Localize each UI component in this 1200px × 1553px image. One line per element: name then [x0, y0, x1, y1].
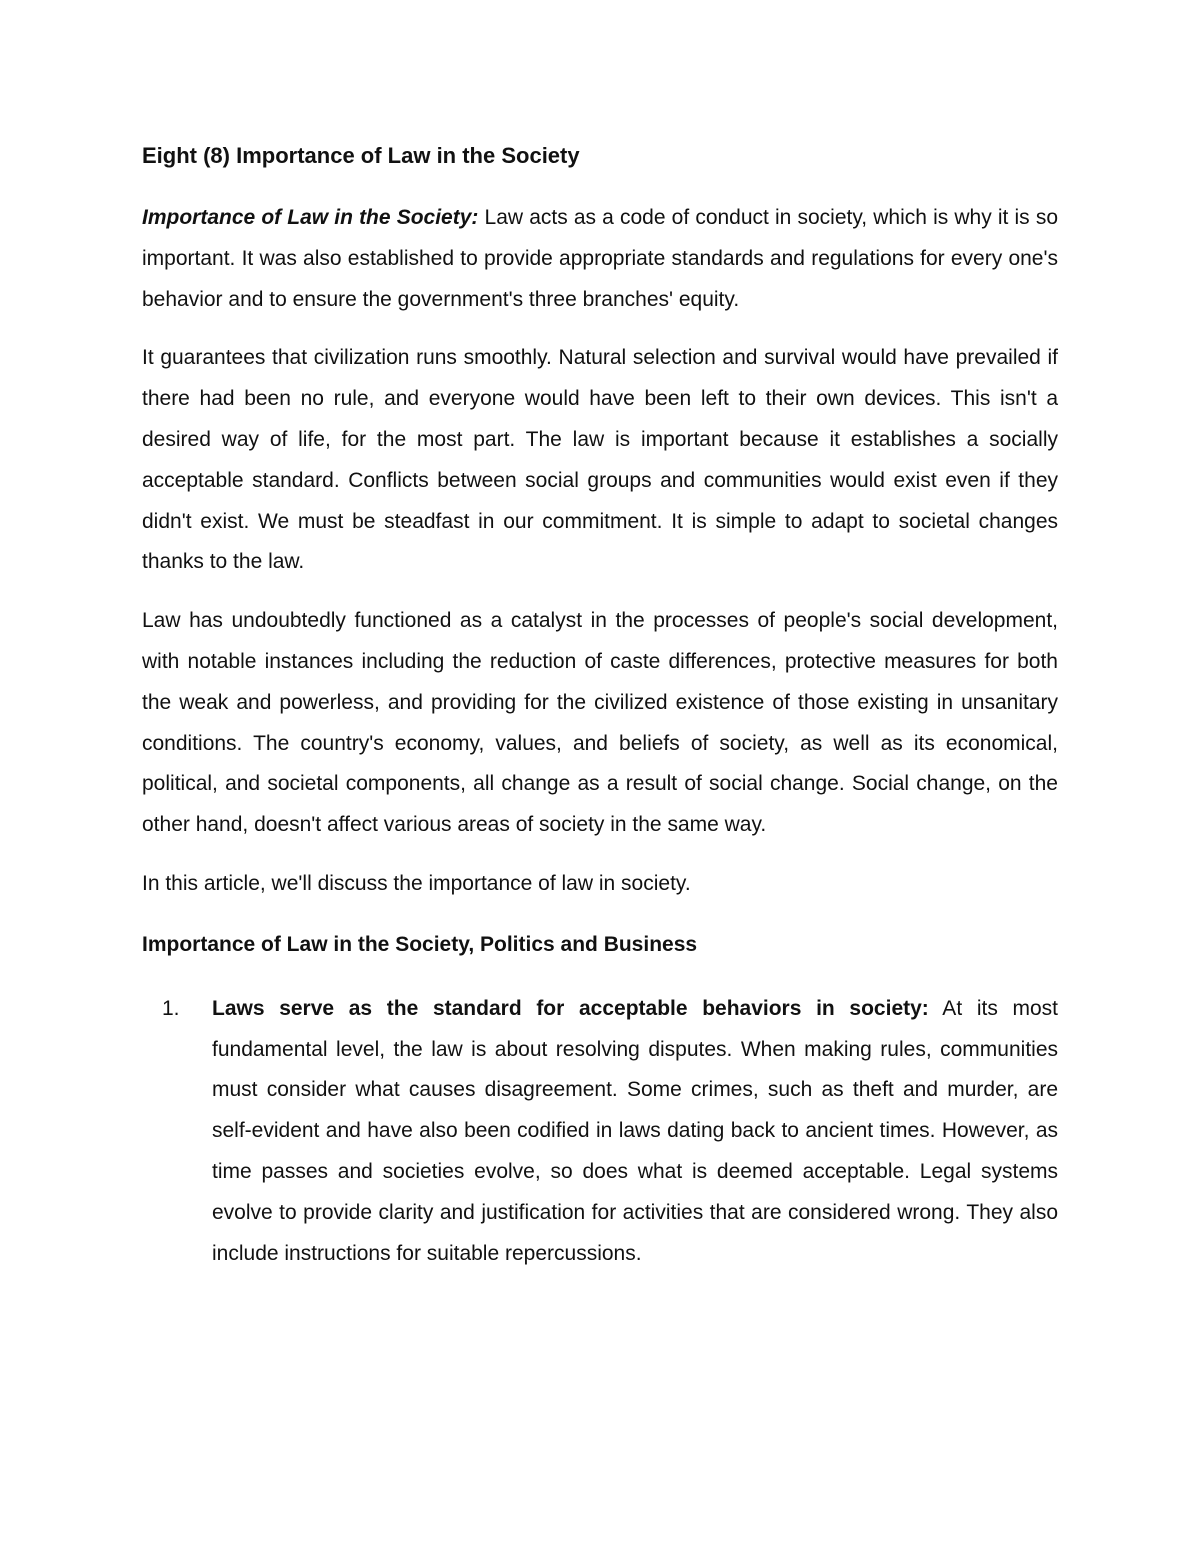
body-paragraph-1: It guarantees that civilization runs smoothly. Natural selection and survival would have prevailed if there had been no rule, and everyone would have been left to their own devices. This isn't a desired way of life, for the most part. The law is important because it establishes a socially acceptable standard. Conflicts between social groups and communities would exist even if they didn't exist. We must be steadfast in our commitment. It is simple to adapt to societal changes thanks to the law.	[142, 346, 1058, 574]
list-item	[142, 989, 1058, 1275]
body-paragraph-3: In this article, we'll discuss the importance of law in society.	[142, 871, 691, 895]
intro-paragraph	[142, 198, 1058, 320]
document-title: Eight (8) Importance of Law in the Society	[142, 143, 580, 168]
intro-lead: Importance of Law in the Society:	[142, 206, 479, 229]
body-paragraph-2: Law has undoubtedly functioned as a catalyst in the processes of people's social development, with notable instances including the reduction of caste differences, protective measures for both the weak and powerless, and providing for the civilized existence of those existing in unsanitary conditions. The country's economy, values, and beliefs of society, as well as its economical, political, and societal components, all change as a result of social change. Social change, on the other hand, doesn't affect various areas of society in the same way.	[142, 609, 1058, 837]
intro-text: Law acts as a code of conduct in society, which is why it is so important. It was also established to provide appropriate standards and regulations for every one's behavior and to ensure the government's three branches' equity.	[142, 206, 1058, 311]
list-item-number: 1.	[162, 996, 180, 1020]
numbered-list	[142, 989, 1058, 1275]
list-item-text: At its most fundamental level, the law is about resolving disputes. When making rules, communities must consider what causes disagreement. Some crimes, such as theft and murder, are self-evident and have also been codified in laws dating back to ancient times. However, as time passes and societies evolve, so does what is deemed acceptable. Legal systems evolve to provide clarity and justification for activities that are considered wrong. They also include instructions for suitable repercussions.	[212, 996, 1059, 1265]
list-item-lead: Laws serve as the standard for acceptable behaviors in society:	[212, 996, 929, 1020]
section-heading: Importance of Law in the Society, Politics and Business	[142, 932, 698, 956]
document-page	[142, 140, 1058, 1274]
